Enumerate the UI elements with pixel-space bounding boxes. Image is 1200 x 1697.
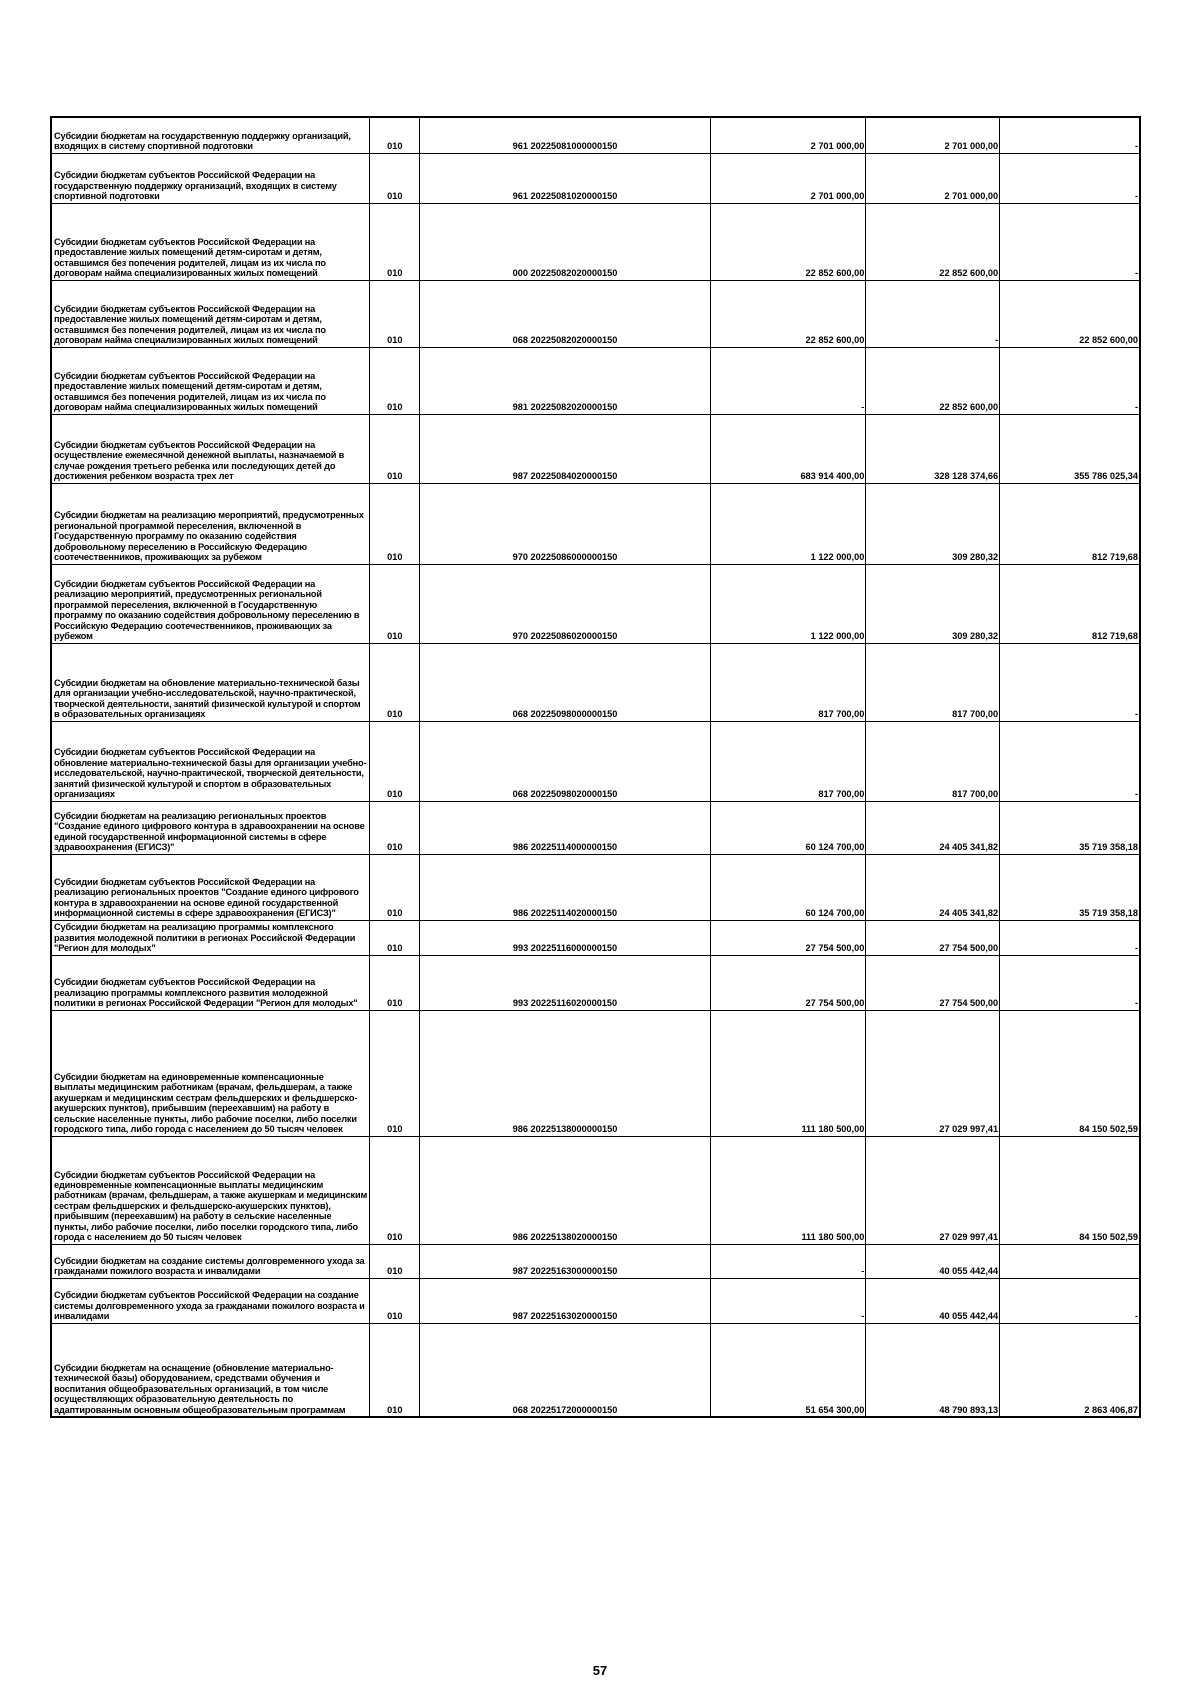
- table-row: [51, 280, 1140, 347]
- line-code: 010: [370, 721, 420, 801]
- budget-classification-code: 986 20225114020000150: [420, 854, 710, 920]
- line-code: 010: [370, 153, 420, 203]
- approved-amount: -: [710, 347, 866, 414]
- table-row: [51, 643, 1140, 721]
- budget-classification-code: 981 20225082020000150: [420, 347, 710, 414]
- approved-amount: -: [710, 1244, 866, 1278]
- approved-amount: 817 700,00: [710, 721, 866, 801]
- executed-amount: 27 029 997,41: [866, 1136, 1000, 1244]
- budget-classification-code: 993 20225116020000150: [420, 955, 710, 1010]
- table-row: [51, 721, 1140, 801]
- indicator-name: Субсидии бюджетам субъектов Российской Федерации на осуществление ежемесячной денежной выплаты, назначаемой в случае рождения третьего ребенка или последующих детей до достижения ребенком возраста трех лет: [51, 414, 370, 483]
- approved-amount: 2 701 000,00: [710, 153, 866, 203]
- line-code: 010: [370, 564, 420, 643]
- indicator-name: Субсидии бюджетам на реализацию программы комплексного развития молодежной политики в регионах Российской Федерации "Регион для молодых": [51, 920, 370, 955]
- executed-amount: 24 405 341,82: [866, 854, 1000, 920]
- unexecuted-amount: 35 719 358,18: [1000, 854, 1140, 920]
- indicator-name: Субсидии бюджетам субъектов Российской Федерации на предоставление жилых помещений детям-сиротам и детям, оставшимся без попечения родителей, лицам из их числа по договорам найма специализированных жилых помещений: [51, 280, 370, 347]
- line-code: 010: [370, 483, 420, 564]
- executed-amount: 22 852 600,00: [866, 347, 1000, 414]
- line-code: 010: [370, 414, 420, 483]
- approved-amount: 1 122 000,00: [710, 483, 866, 564]
- table-body: [51, 117, 1140, 1417]
- executed-amount: 309 280,32: [866, 564, 1000, 643]
- indicator-name: Субсидии бюджетам субъектов Российской Федерации на обновление материально-технической базы для организации учебно-исследовательской, научно-практической, творческой деятельности, занятий физической культурой и спортом в образовательных организациях: [51, 721, 370, 801]
- indicator-name: Субсидии бюджетам на оснащение (обновление материально-технической базы) оборудованием, средствами обучения и воспитания общеобразовательных организаций, в том числе осуществляющих образовательную деятельность по адаптированным основным общеобразовательным программам: [51, 1323, 370, 1417]
- approved-amount: 60 124 700,00: [710, 854, 866, 920]
- approved-amount: 1 122 000,00: [710, 564, 866, 643]
- unexecuted-amount: 22 852 600,00: [1000, 280, 1140, 347]
- indicator-name: Субсидии бюджетам на обновление материально-технической базы для организации учебно-исследовательской, научно-практической, творческой деятельности, занятий физической культурой и спортом в образовательных организациях: [51, 643, 370, 721]
- indicator-name: Субсидии бюджетам субъектов Российской Федерации на государственную поддержку организаций, входящих в систему спортивной подготовки: [51, 153, 370, 203]
- approved-amount: 22 852 600,00: [710, 280, 866, 347]
- unexecuted-amount: [1000, 1244, 1140, 1278]
- budget-classification-code: 068 20225098000000150: [420, 643, 710, 721]
- indicator-name: Субсидии бюджетам на реализацию мероприятий, предусмотренных региональной программой переселения, включенной в Государственную программу по оказанию содействия добровольному переселению в Российскую Федерацию соотечественников, проживающих за рубежом: [51, 483, 370, 564]
- indicator-name: Субсидии бюджетам субъектов Российской Федерации на реализацию мероприятий, предусмотренных региональной программой переселения, включенной в Государственную программу по оказанию содействия добровольному переселению в Российскую Федерацию соотечественников, проживающих за рубежом: [51, 564, 370, 643]
- table-row: [51, 1244, 1140, 1278]
- line-code: 010: [370, 347, 420, 414]
- table-row: [51, 1278, 1140, 1323]
- indicator-name: Субсидии бюджетам субъектов Российской Федерации на предоставление жилых помещений детям-сиротам и детям, оставшимся без попечения родителей, лицам из их числа по договорам найма специализированных жилых помещений: [51, 347, 370, 414]
- indicator-name: Субсидии бюджетам на создание системы долговременного ухода за гражданами пожилого возраста и инвалидами: [51, 1244, 370, 1278]
- executed-amount: 2 701 000,00: [866, 117, 1000, 153]
- budget-classification-code: 987 20225163020000150: [420, 1278, 710, 1323]
- unexecuted-amount: 35 719 358,18: [1000, 801, 1140, 854]
- executed-amount: 48 790 893,13: [866, 1323, 1000, 1417]
- table-row: [51, 854, 1140, 920]
- line-code: 010: [370, 203, 420, 280]
- table-row: [51, 801, 1140, 854]
- line-code: 010: [370, 643, 420, 721]
- budget-classification-code: 970 20225086020000150: [420, 564, 710, 643]
- line-code: 010: [370, 801, 420, 854]
- budget-classification-code: 970 20225086000000150: [420, 483, 710, 564]
- approved-amount: 22 852 600,00: [710, 203, 866, 280]
- budget-classification-code: 986 20225138020000150: [420, 1136, 710, 1244]
- table-row: [51, 153, 1140, 203]
- table-row: [51, 564, 1140, 643]
- line-code: 010: [370, 955, 420, 1010]
- executed-amount: 2 701 000,00: [866, 153, 1000, 203]
- line-code: 010: [370, 854, 420, 920]
- indicator-name: Субсидии бюджетам субъектов Российской Федерации на создание системы долговременного ухода за гражданами пожилого возраста и инвалидами: [51, 1278, 370, 1323]
- unexecuted-amount: 2 863 406,87: [1000, 1323, 1140, 1417]
- executed-amount: 328 128 374,66: [866, 414, 1000, 483]
- unexecuted-amount: -: [1000, 1278, 1140, 1323]
- unexecuted-amount: -: [1000, 721, 1140, 801]
- line-code: 010: [370, 1136, 420, 1244]
- executed-amount: 40 055 442,44: [866, 1244, 1000, 1278]
- table-row: [51, 347, 1140, 414]
- table-row: [51, 955, 1140, 1010]
- budget-classification-code: 987 20225084020000150: [420, 414, 710, 483]
- indicator-name: Субсидии бюджетам субъектов Российской Федерации на реализацию региональных проектов "Создание единого цифрового контура в здравоохранении на основе единой государственной информационной системы в сфере здравоохранения (ЕГИСЗ)": [51, 854, 370, 920]
- unexecuted-amount: 812 719,68: [1000, 483, 1140, 564]
- approved-amount: 111 180 500,00: [710, 1010, 866, 1136]
- table-row: [51, 203, 1140, 280]
- budget-classification-code: 068 20225082020000150: [420, 280, 710, 347]
- approved-amount: 60 124 700,00: [710, 801, 866, 854]
- page-number: 57: [592, 1663, 608, 1678]
- approved-amount: 817 700,00: [710, 643, 866, 721]
- indicator-name: Субсидии бюджетам на государственную поддержку организаций, входящих в систему спортивной подготовки: [51, 117, 370, 153]
- table-row: [51, 414, 1140, 483]
- executed-amount: 27 754 500,00: [866, 955, 1000, 1010]
- executed-amount: 27 754 500,00: [866, 920, 1000, 955]
- line-code: 010: [370, 1244, 420, 1278]
- indicator-name: Субсидии бюджетам на реализацию региональных проектов "Создание единого цифрового контура в здравоохранении на основе единой государственной информационной системы в сфере здравоохранения (ЕГИСЗ)": [51, 801, 370, 854]
- approved-amount: 51 654 300,00: [710, 1323, 866, 1417]
- executed-amount: 27 029 997,41: [866, 1010, 1000, 1136]
- line-code: 010: [370, 1323, 420, 1417]
- indicator-name: Субсидии бюджетам субъектов Российской Федерации на единовременные компенсационные выплаты медицинским работникам (врачам, фельдшерам, а также акушеркам и медицинским сестрам фельдшерских и фельдшерско-акушерских пунктов), прибывшим (переехавшим) на работу в сельские населенные пункты, либо рабочие поселки, либо поселки городского типа, либо города с населением до 50 тысяч человек: [51, 1136, 370, 1244]
- line-code: 010: [370, 280, 420, 347]
- executed-amount: 40 055 442,44: [866, 1278, 1000, 1323]
- executed-amount: 309 280,32: [866, 483, 1000, 564]
- unexecuted-amount: 84 150 502,59: [1000, 1010, 1140, 1136]
- unexecuted-amount: -: [1000, 347, 1140, 414]
- unexecuted-amount: 355 786 025,34: [1000, 414, 1140, 483]
- unexecuted-amount: -: [1000, 117, 1140, 153]
- line-code: 010: [370, 1278, 420, 1323]
- table-row: [51, 1323, 1140, 1417]
- budget-classification-code: 986 20225138000000150: [420, 1010, 710, 1136]
- budget-execution-table: [50, 116, 1141, 1418]
- unexecuted-amount: 812 719,68: [1000, 564, 1140, 643]
- table-row: [51, 483, 1140, 564]
- line-code: 010: [370, 117, 420, 153]
- executed-amount: 22 852 600,00: [866, 203, 1000, 280]
- indicator-name: Субсидии бюджетам на единовременные компенсационные выплаты медицинским работникам (врачам, фельдшерам, а также акушеркам и медицинским сестрам фельдшерских и фельдшерско-акушерских пунктов), прибывшим (переехавшим) на работу в сельские населенные пункты, либо рабочие поселки, либо поселки городского типа, либо города с населением до 50 тысяч человек: [51, 1010, 370, 1136]
- budget-classification-code: 961 20225081020000150: [420, 153, 710, 203]
- budget-classification-code: 986 20225114000000150: [420, 801, 710, 854]
- unexecuted-amount: -: [1000, 643, 1140, 721]
- table-row: [51, 920, 1140, 955]
- budget-classification-code: 068 20225172000000150: [420, 1323, 710, 1417]
- unexecuted-amount: 84 150 502,59: [1000, 1136, 1140, 1244]
- approved-amount: -: [710, 1278, 866, 1323]
- approved-amount: 27 754 500,00: [710, 955, 866, 1010]
- unexecuted-amount: -: [1000, 203, 1140, 280]
- indicator-name: Субсидии бюджетам субъектов Российской Федерации на реализацию программы комплексного развития молодежной политики в регионах Российской Федерации "Регион для молодых": [51, 955, 370, 1010]
- executed-amount: 24 405 341,82: [866, 801, 1000, 854]
- table-row: [51, 117, 1140, 153]
- approved-amount: 683 914 400,00: [710, 414, 866, 483]
- executed-amount: -: [866, 280, 1000, 347]
- unexecuted-amount: -: [1000, 920, 1140, 955]
- executed-amount: 817 700,00: [866, 643, 1000, 721]
- line-code: 010: [370, 1010, 420, 1136]
- approved-amount: 2 701 000,00: [710, 117, 866, 153]
- approved-amount: 27 754 500,00: [710, 920, 866, 955]
- budget-classification-code: 993 20225116000000150: [420, 920, 710, 955]
- line-code: 010: [370, 920, 420, 955]
- budget-classification-code: 000 20225082020000150: [420, 203, 710, 280]
- budget-classification-code: 961 20225081000000150: [420, 117, 710, 153]
- unexecuted-amount: -: [1000, 955, 1140, 1010]
- indicator-name: Субсидии бюджетам субъектов Российской Федерации на предоставление жилых помещений детям-сиротам и детям, оставшимся без попечения родителей, лицам из их числа по договорам найма специализированных жилых помещений: [51, 203, 370, 280]
- unexecuted-amount: -: [1000, 153, 1140, 203]
- table-row: [51, 1136, 1140, 1244]
- budget-classification-code: 068 20225098020000150: [420, 721, 710, 801]
- executed-amount: 817 700,00: [866, 721, 1000, 801]
- table-row: [51, 1010, 1140, 1136]
- budget-classification-code: 987 20225163000000150: [420, 1244, 710, 1278]
- approved-amount: 111 180 500,00: [710, 1136, 866, 1244]
